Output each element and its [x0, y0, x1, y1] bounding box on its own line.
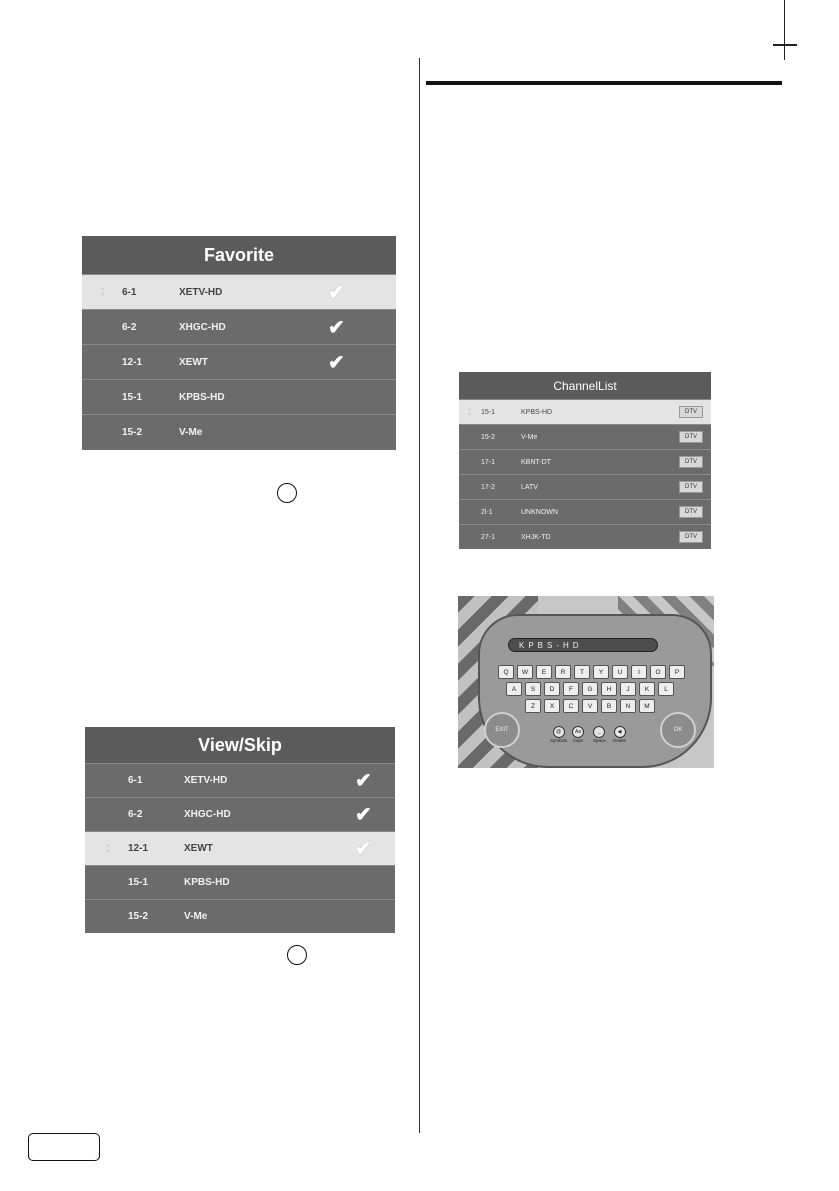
key-n[interactable]: N [620, 699, 636, 713]
key-i[interactable]: I [631, 665, 647, 679]
channel-row[interactable] [459, 399, 711, 424]
caps-label: Caps [572, 738, 584, 743]
delete-button[interactable] [613, 726, 626, 743]
symbols-label: Symbols [550, 738, 568, 743]
channel-row[interactable] [459, 474, 711, 499]
channel-name: KPBS-HD [179, 391, 225, 403]
page-number-box [28, 1133, 100, 1161]
key-b[interactable]: B [601, 699, 617, 713]
key-h[interactable]: H [601, 682, 617, 696]
channel-row[interactable] [85, 899, 395, 933]
keyboard-text-field[interactable]: KPBS-HD [508, 638, 658, 652]
channel-row[interactable] [85, 865, 395, 899]
channel-row[interactable] [459, 449, 711, 474]
caps-button[interactable] [572, 726, 584, 743]
keyboard-row [525, 699, 655, 713]
key-m[interactable]: M [639, 699, 655, 713]
channel-row[interactable] [82, 309, 396, 344]
channel-row[interactable] [82, 414, 396, 449]
channel-number: 15-1 [481, 408, 496, 416]
channel-name: XEWT [179, 356, 208, 368]
key-a[interactable]: A [506, 682, 522, 696]
channel-row[interactable] [85, 831, 395, 865]
key-l[interactable]: L [658, 682, 674, 696]
menu-title: View/Skip [85, 727, 395, 763]
cut-mark [773, 44, 797, 46]
menu-title: Favorite [82, 236, 396, 274]
keyboard-row [506, 682, 674, 696]
channel-number: 6-1 [122, 286, 137, 298]
channel-number: 15-1 [128, 877, 149, 888]
channel-row[interactable] [82, 274, 396, 309]
space-label: Space [593, 738, 606, 743]
channel-list-menu [459, 372, 711, 541]
channel-name: XEWT [184, 843, 213, 854]
key-o[interactable]: O [650, 665, 666, 679]
up-down-arrows-icon: ▲ ▼ [105, 842, 111, 855]
space-button[interactable] [593, 726, 606, 743]
channel-number: 17-1 [481, 458, 496, 466]
key-g[interactable]: G [582, 682, 598, 696]
checkmark-icon: ✔ [355, 770, 372, 792]
channel-name: V-Me [184, 911, 208, 922]
channel-number: 15-2 [128, 911, 149, 922]
key-k[interactable]: K [639, 682, 655, 696]
space-icon: _ [593, 726, 605, 738]
channel-number: 2l-1 [481, 508, 493, 516]
button-circle-icon [277, 483, 297, 503]
keyboard-row [498, 665, 685, 679]
channel-number: 12-1 [122, 356, 143, 368]
checkmark-icon: ✔ [355, 838, 372, 860]
channel-number: 15-1 [122, 391, 143, 403]
dtv-badge: DTV [679, 506, 703, 518]
delete-label: Delete [613, 738, 627, 743]
caps-icon: Aa [572, 726, 584, 738]
key-u[interactable]: U [612, 665, 628, 679]
key-v[interactable]: V [582, 699, 598, 713]
checkmark-icon: ✔ [328, 281, 345, 304]
channel-row[interactable] [85, 763, 395, 797]
channel-row[interactable] [459, 424, 711, 449]
channel-number: 6-2 [122, 321, 137, 333]
channel-row[interactable] [459, 524, 711, 549]
checkmark-icon: ✔ [328, 351, 345, 374]
delete-icon: ◀ [614, 726, 626, 738]
key-p[interactable]: P [669, 665, 685, 679]
symbols-button[interactable] [550, 726, 567, 743]
channel-name: XHGC-HD [184, 809, 231, 820]
channel-name: KPBS-HD [521, 408, 553, 416]
checkmark-icon: ✔ [328, 316, 345, 339]
column-divider [419, 58, 420, 1133]
up-down-arrows-icon: ▲ ▼ [467, 406, 472, 418]
key-j[interactable]: J [620, 682, 636, 696]
key-x[interactable]: X [544, 699, 560, 713]
channel-name: XETV-HD [184, 775, 228, 786]
key-e[interactable]: E [536, 665, 552, 679]
dtv-badge: DTV [679, 481, 703, 493]
key-s[interactable]: S [525, 682, 541, 696]
checkmark-icon: ✔ [355, 804, 372, 826]
key-z[interactable]: Z [525, 699, 541, 713]
keyboard-screen [458, 596, 714, 768]
channel-row[interactable] [459, 499, 711, 524]
view-skip-menu [85, 727, 395, 933]
button-circle-icon [287, 945, 307, 965]
channel-number: 17-2 [481, 483, 496, 491]
dtv-badge: DTV [679, 406, 703, 418]
symbols-icon: @ [553, 726, 565, 738]
channel-row[interactable] [85, 797, 395, 831]
cut-line [784, 0, 785, 60]
channel-name: KPBS-HD [184, 877, 230, 888]
channel-name: KBNT-DT [521, 458, 551, 466]
dtv-badge: DTV [679, 531, 703, 543]
channel-number: 27-1 [481, 533, 496, 541]
channel-number: 6-2 [128, 809, 143, 820]
channel-name: XETV-HD [179, 286, 223, 298]
channel-name: XHGC-HD [179, 321, 226, 333]
key-f[interactable]: F [563, 682, 579, 696]
section-rule [426, 81, 782, 85]
channel-name: UNKNOWN [521, 508, 558, 516]
channel-name: LATV [521, 483, 538, 491]
ok-button[interactable]: OK [660, 712, 696, 748]
menu-title: ChannelList [459, 372, 711, 399]
key-t[interactable]: T [574, 665, 590, 679]
channel-name: V-Me [521, 433, 538, 441]
dtv-badge: DTV [679, 456, 703, 468]
channel-number: 15-2 [481, 433, 496, 441]
exit-button[interactable]: EXIT [484, 712, 520, 748]
key-q[interactable]: Q [498, 665, 514, 679]
key-r[interactable]: R [555, 665, 571, 679]
channel-name: XHJK-TD [521, 533, 551, 541]
key-y[interactable]: Y [593, 665, 609, 679]
channel-row[interactable] [82, 379, 396, 414]
key-w[interactable]: W [517, 665, 533, 679]
channel-number: 6-1 [128, 775, 143, 786]
channel-name: V-Me [179, 426, 203, 438]
channel-row[interactable] [82, 344, 396, 379]
channel-number: 15-2 [122, 426, 143, 438]
dtv-badge: DTV [679, 431, 703, 443]
key-c[interactable]: C [563, 699, 579, 713]
favorite-menu [82, 236, 396, 450]
key-d[interactable]: D [544, 682, 560, 696]
channel-number: 12-1 [128, 843, 149, 854]
up-down-arrows-icon: ▲ ▼ [100, 286, 106, 298]
